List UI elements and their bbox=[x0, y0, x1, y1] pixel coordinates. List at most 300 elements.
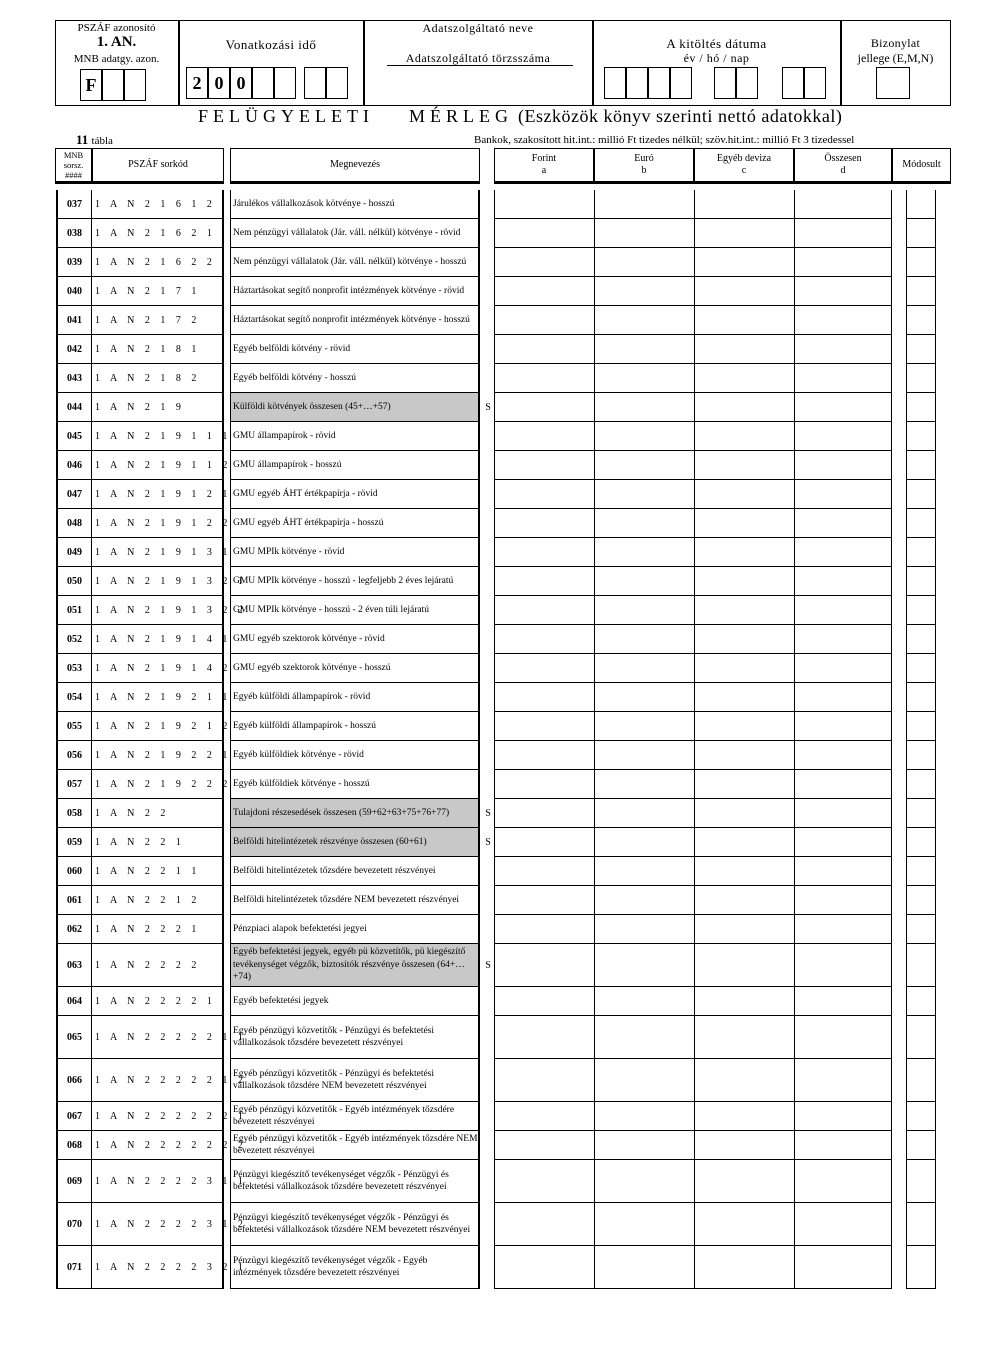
row-name: GMU MPIk kötvénye - rövid bbox=[230, 538, 480, 567]
modified-cell[interactable] bbox=[906, 480, 936, 509]
row-code: 1 A N 2 1 9 1 1 1 bbox=[92, 422, 224, 451]
modified-cell[interactable] bbox=[906, 393, 936, 422]
total-cell[interactable] bbox=[794, 1131, 892, 1160]
row-number: 054 bbox=[56, 683, 92, 712]
other-currency-cell[interactable] bbox=[694, 422, 794, 451]
row-name: Belföldi hitelintézetek tőzsdére NEM bevezetett részvényei bbox=[230, 886, 480, 915]
modified-cell[interactable] bbox=[906, 770, 936, 799]
table-row bbox=[0, 654, 990, 683]
other-currency-cell[interactable] bbox=[694, 277, 794, 306]
other-currency-cell[interactable] bbox=[694, 1160, 794, 1203]
doc-type-box bbox=[841, 20, 951, 106]
date-digit-1[interactable] bbox=[604, 67, 626, 99]
row-name: Pénzügyi kiegészítő tevékenységet végzők - Pénzügyi és befektetési vállalkozások tőzsdére bevezetett részvényei bbox=[230, 1160, 480, 1203]
table-row bbox=[0, 509, 990, 538]
table-row bbox=[0, 1131, 990, 1160]
row-sum-marker bbox=[482, 857, 494, 886]
other-currency-cell[interactable] bbox=[694, 1203, 794, 1246]
mnb-digit-1[interactable]: F bbox=[80, 69, 102, 101]
other-currency-cell[interactable] bbox=[694, 306, 794, 335]
total-cell[interactable] bbox=[794, 190, 892, 219]
period-digit-3[interactable]: 0 bbox=[230, 67, 252, 99]
total-cell[interactable] bbox=[794, 1203, 892, 1246]
modified-cell[interactable] bbox=[906, 1102, 936, 1131]
table-number: 11 bbox=[76, 132, 89, 147]
forint-cell[interactable] bbox=[494, 596, 594, 625]
row-name: GMU MPIk kötvénye - hosszú - 2 éven túli lejáratú bbox=[230, 596, 480, 625]
forint-cell[interactable] bbox=[494, 480, 594, 509]
euro-cell[interactable] bbox=[594, 886, 694, 915]
euro-cell[interactable] bbox=[594, 799, 694, 828]
forint-cell[interactable] bbox=[494, 857, 594, 886]
modified-cell[interactable] bbox=[906, 944, 936, 987]
row-number: 059 bbox=[56, 828, 92, 857]
total-cell[interactable] bbox=[794, 770, 892, 799]
other-currency-cell[interactable] bbox=[694, 654, 794, 683]
forint-cell[interactable] bbox=[494, 1016, 594, 1059]
euro-cell[interactable] bbox=[594, 190, 694, 219]
period-label: Vonatkozási idő bbox=[225, 37, 317, 52]
mnb-digit-3[interactable] bbox=[124, 69, 146, 101]
modified-cell[interactable] bbox=[906, 1203, 936, 1246]
table-row bbox=[0, 190, 990, 219]
forint-cell[interactable] bbox=[494, 915, 594, 944]
euro-cell[interactable] bbox=[594, 277, 694, 306]
total-cell[interactable] bbox=[794, 480, 892, 509]
euro-cell[interactable] bbox=[594, 625, 694, 654]
table-label bbox=[76, 132, 113, 148]
modified-cell[interactable] bbox=[906, 799, 936, 828]
col-forint-label: Forint bbox=[531, 153, 557, 164]
other-currency-cell[interactable] bbox=[694, 915, 794, 944]
total-cell[interactable] bbox=[794, 944, 892, 987]
row-name: Háztartásokat segítő nonprofit intézmények kötvénye - hosszú bbox=[230, 306, 480, 335]
row-sum-marker bbox=[482, 987, 494, 1016]
period-box bbox=[179, 20, 364, 106]
row-code: 1 A N 2 2 2 2 bbox=[92, 944, 224, 987]
total-cell[interactable] bbox=[794, 1059, 892, 1102]
euro-cell[interactable] bbox=[594, 683, 694, 712]
row-name: Egyéb befektetési jegyek, egyéb pü közvetítők, pü kiegészítő tevékenységet végzők, biztosítók részvénye összesen (64+…+74) bbox=[230, 944, 480, 987]
other-currency-cell[interactable] bbox=[694, 509, 794, 538]
total-cell[interactable] bbox=[794, 596, 892, 625]
euro-cell[interactable] bbox=[594, 596, 694, 625]
total-cell[interactable] bbox=[794, 219, 892, 248]
euro-cell[interactable] bbox=[594, 219, 694, 248]
other-currency-cell[interactable] bbox=[694, 1016, 794, 1059]
forint-cell[interactable] bbox=[494, 451, 594, 480]
euro-cell[interactable] bbox=[594, 857, 694, 886]
col-header-modified: Módosult bbox=[892, 148, 951, 184]
forint-cell[interactable] bbox=[494, 248, 594, 277]
table-row bbox=[0, 306, 990, 335]
euro-cell[interactable] bbox=[594, 567, 694, 596]
row-name: Háztartásokat segítő nonprofit intézmények kötvénye - rövid bbox=[230, 277, 480, 306]
other-currency-cell[interactable] bbox=[694, 857, 794, 886]
euro-cell[interactable] bbox=[594, 1246, 694, 1289]
modified-cell[interactable] bbox=[906, 625, 936, 654]
euro-cell[interactable] bbox=[594, 1016, 694, 1059]
forint-cell[interactable] bbox=[494, 683, 594, 712]
title-part-2: MÉRLEG bbox=[408, 106, 513, 126]
other-currency-cell[interactable] bbox=[694, 538, 794, 567]
row-number: 057 bbox=[56, 770, 92, 799]
euro-cell[interactable] bbox=[594, 335, 694, 364]
modified-cell[interactable] bbox=[906, 306, 936, 335]
forint-cell[interactable] bbox=[494, 741, 594, 770]
euro-cell[interactable] bbox=[594, 915, 694, 944]
title-part-3: (Eszközök könyv szerinti nettó adatokkal) bbox=[517, 106, 843, 126]
row-code: 1 A N 2 1 9 2 2 2 bbox=[92, 770, 224, 799]
total-cell[interactable] bbox=[794, 1016, 892, 1059]
forint-cell[interactable] bbox=[494, 509, 594, 538]
euro-cell[interactable] bbox=[594, 1203, 694, 1246]
col-header-total bbox=[794, 148, 892, 184]
total-cell[interactable] bbox=[794, 654, 892, 683]
other-currency-cell[interactable] bbox=[694, 451, 794, 480]
col-header-sorsz: MNB sorsz. #### bbox=[55, 148, 92, 184]
other-currency-cell[interactable] bbox=[694, 712, 794, 741]
euro-cell[interactable] bbox=[594, 828, 694, 857]
row-name: Pénzpiaci alapok befektetési jegyei bbox=[230, 915, 480, 944]
other-currency-cell[interactable] bbox=[694, 770, 794, 799]
other-currency-cell[interactable] bbox=[694, 1131, 794, 1160]
modified-cell[interactable] bbox=[906, 219, 936, 248]
row-number: 045 bbox=[56, 422, 92, 451]
row-number: 060 bbox=[56, 857, 92, 886]
row-code: 1 A N 2 1 9 2 1 1 bbox=[92, 683, 224, 712]
other-currency-cell[interactable] bbox=[694, 596, 794, 625]
row-name: Belföldi hitelintézetek részvénye összesen (60+61) bbox=[230, 828, 480, 857]
euro-cell[interactable] bbox=[594, 509, 694, 538]
euro-cell[interactable] bbox=[594, 654, 694, 683]
modified-cell[interactable] bbox=[906, 248, 936, 277]
modified-cell[interactable] bbox=[906, 741, 936, 770]
row-number: 039 bbox=[56, 248, 92, 277]
total-cell[interactable] bbox=[794, 567, 892, 596]
row-sum-marker bbox=[482, 770, 494, 799]
row-code: 1 A N 2 1 9 1 3 2 1 bbox=[92, 567, 224, 596]
euro-cell[interactable] bbox=[594, 712, 694, 741]
other-currency-cell[interactable] bbox=[694, 799, 794, 828]
euro-cell[interactable] bbox=[594, 393, 694, 422]
mnb-digit-2[interactable] bbox=[102, 69, 124, 101]
row-code: 1 A N 2 1 6 2 2 bbox=[92, 248, 224, 277]
forint-cell[interactable] bbox=[494, 1160, 594, 1203]
row-name: Nem pénzügyi vállalatok (Jár. váll. nélkül) kötvénye - hosszú bbox=[230, 248, 480, 277]
forint-cell[interactable] bbox=[494, 770, 594, 799]
forint-cell[interactable] bbox=[494, 1102, 594, 1131]
euro-cell[interactable] bbox=[594, 451, 694, 480]
period-digit-5[interactable] bbox=[274, 67, 296, 99]
date-digit-6[interactable] bbox=[736, 67, 758, 99]
euro-cell[interactable] bbox=[594, 770, 694, 799]
row-sum-marker bbox=[482, 596, 494, 625]
total-cell[interactable] bbox=[794, 987, 892, 1016]
euro-cell[interactable] bbox=[594, 480, 694, 509]
row-number: 047 bbox=[56, 480, 92, 509]
date-digit-5[interactable] bbox=[714, 67, 736, 99]
table-row bbox=[0, 944, 990, 987]
row-code: 1 A N 2 2 2 2 3 1 2 bbox=[92, 1203, 224, 1246]
forint-cell[interactable] bbox=[494, 1131, 594, 1160]
other-currency-cell[interactable] bbox=[694, 219, 794, 248]
row-number: 069 bbox=[56, 1160, 92, 1203]
forint-cell[interactable] bbox=[494, 654, 594, 683]
modified-cell[interactable] bbox=[906, 190, 936, 219]
forint-cell[interactable] bbox=[494, 1246, 594, 1289]
euro-cell[interactable] bbox=[594, 422, 694, 451]
total-cell[interactable] bbox=[794, 886, 892, 915]
euro-cell[interactable] bbox=[594, 364, 694, 393]
table-row bbox=[0, 393, 990, 422]
modified-cell[interactable] bbox=[906, 828, 936, 857]
forint-cell[interactable] bbox=[494, 886, 594, 915]
forint-cell[interactable] bbox=[494, 219, 594, 248]
total-cell[interactable] bbox=[794, 277, 892, 306]
forint-cell[interactable] bbox=[494, 1203, 594, 1246]
date-digit-7[interactable] bbox=[782, 67, 804, 99]
euro-cell[interactable] bbox=[594, 741, 694, 770]
row-code: 1 A N 2 1 9 1 2 2 bbox=[92, 509, 224, 538]
row-name: Egyéb külföldiek kötvénye - rövid bbox=[230, 741, 480, 770]
modified-cell[interactable] bbox=[906, 1160, 936, 1203]
other-currency-cell[interactable] bbox=[694, 987, 794, 1016]
table-row bbox=[0, 915, 990, 944]
modified-cell[interactable] bbox=[906, 422, 936, 451]
total-cell[interactable] bbox=[794, 625, 892, 654]
provider-id-underline bbox=[387, 65, 573, 66]
other-currency-cell[interactable] bbox=[694, 828, 794, 857]
total-cell[interactable] bbox=[794, 509, 892, 538]
table-row bbox=[0, 422, 990, 451]
total-cell[interactable] bbox=[794, 364, 892, 393]
row-number: 041 bbox=[56, 306, 92, 335]
row-code: 1 A N 2 2 bbox=[92, 799, 224, 828]
modified-cell[interactable] bbox=[906, 364, 936, 393]
period-digit-4[interactable] bbox=[252, 67, 274, 99]
table-row bbox=[0, 219, 990, 248]
total-cell[interactable] bbox=[794, 712, 892, 741]
table-row bbox=[0, 886, 990, 915]
row-code: 1 A N 2 1 9 1 1 2 bbox=[92, 451, 224, 480]
row-number: 063 bbox=[56, 944, 92, 987]
doc-type-sub-label: jellege (E,M,N) bbox=[857, 51, 934, 65]
total-cell[interactable] bbox=[794, 799, 892, 828]
row-code: 1 A N 2 2 2 2 2 1 1 bbox=[92, 1016, 224, 1059]
forint-cell[interactable] bbox=[494, 393, 594, 422]
euro-cell[interactable] bbox=[594, 1131, 694, 1160]
modified-cell[interactable] bbox=[906, 509, 936, 538]
modified-cell[interactable] bbox=[906, 915, 936, 944]
date-digit-3[interactable] bbox=[648, 67, 670, 99]
table-row bbox=[0, 857, 990, 886]
row-number: 049 bbox=[56, 538, 92, 567]
table-row bbox=[0, 1016, 990, 1059]
date-digit-4[interactable] bbox=[670, 67, 692, 99]
col-euro-label: Euró bbox=[634, 153, 654, 164]
total-cell[interactable] bbox=[794, 422, 892, 451]
other-currency-cell[interactable] bbox=[694, 1246, 794, 1289]
total-cell[interactable] bbox=[794, 683, 892, 712]
euro-cell[interactable] bbox=[594, 987, 694, 1016]
modified-cell[interactable] bbox=[906, 277, 936, 306]
modified-cell[interactable] bbox=[906, 654, 936, 683]
other-currency-cell[interactable] bbox=[694, 393, 794, 422]
forint-cell[interactable] bbox=[494, 799, 594, 828]
euro-cell[interactable] bbox=[594, 538, 694, 567]
forint-cell[interactable] bbox=[494, 987, 594, 1016]
row-sum-marker bbox=[482, 712, 494, 741]
modified-cell[interactable] bbox=[906, 1059, 936, 1102]
date-digit-2[interactable] bbox=[626, 67, 648, 99]
row-sum-marker: S bbox=[485, 837, 491, 848]
forint-cell[interactable] bbox=[494, 422, 594, 451]
row-number: 068 bbox=[56, 1131, 92, 1160]
other-currency-cell[interactable] bbox=[694, 683, 794, 712]
period-digit-1[interactable]: 2 bbox=[186, 67, 208, 99]
row-sum-marker bbox=[482, 306, 494, 335]
row-code: 1 A N 2 1 9 1 3 2 2 bbox=[92, 596, 224, 625]
modified-cell[interactable] bbox=[906, 1131, 936, 1160]
forint-cell[interactable] bbox=[494, 306, 594, 335]
modified-cell[interactable] bbox=[906, 451, 936, 480]
row-number: 042 bbox=[56, 335, 92, 364]
other-currency-cell[interactable] bbox=[694, 248, 794, 277]
modified-cell[interactable] bbox=[906, 567, 936, 596]
euro-cell[interactable] bbox=[594, 248, 694, 277]
row-code: 1 A N 2 1 9 2 1 2 bbox=[92, 712, 224, 741]
row-code: 1 A N 2 1 8 2 bbox=[92, 364, 224, 393]
row-code: 1 A N 2 2 2 2 2 2 2 bbox=[92, 1131, 224, 1160]
other-currency-cell[interactable] bbox=[694, 1059, 794, 1102]
row-name: Belföldi hitelintézetek tőzsdére bevezetett részvényei bbox=[230, 857, 480, 886]
forint-cell[interactable] bbox=[494, 335, 594, 364]
row-name: Egyéb külföldi állampapírok - rövid bbox=[230, 683, 480, 712]
row-number: 043 bbox=[56, 364, 92, 393]
forint-cell[interactable] bbox=[494, 567, 594, 596]
row-number: 056 bbox=[56, 741, 92, 770]
total-cell[interactable] bbox=[794, 538, 892, 567]
other-currency-cell[interactable] bbox=[694, 944, 794, 987]
row-code: 1 A N 2 1 6 1 2 bbox=[92, 190, 224, 219]
total-cell[interactable] bbox=[794, 1160, 892, 1203]
forint-cell[interactable] bbox=[494, 190, 594, 219]
row-number: 048 bbox=[56, 509, 92, 538]
table-label-text: tábla bbox=[91, 135, 113, 147]
euro-cell[interactable] bbox=[594, 1059, 694, 1102]
row-sum-marker bbox=[482, 451, 494, 480]
total-cell[interactable] bbox=[794, 741, 892, 770]
modified-cell[interactable] bbox=[906, 1246, 936, 1289]
row-number: 050 bbox=[56, 567, 92, 596]
total-cell[interactable] bbox=[794, 828, 892, 857]
total-cell[interactable] bbox=[794, 451, 892, 480]
other-currency-cell[interactable] bbox=[694, 886, 794, 915]
other-currency-cell[interactable] bbox=[694, 741, 794, 770]
row-number: 071 bbox=[56, 1246, 92, 1289]
forint-cell[interactable] bbox=[494, 1059, 594, 1102]
other-currency-cell[interactable] bbox=[694, 335, 794, 364]
other-currency-cell[interactable] bbox=[694, 364, 794, 393]
modified-cell[interactable] bbox=[906, 335, 936, 364]
row-sum-marker bbox=[482, 886, 494, 915]
period-digit-2[interactable]: 0 bbox=[208, 67, 230, 99]
row-code: 1 A N 2 2 2 2 2 1 2 bbox=[92, 1059, 224, 1102]
modified-cell[interactable] bbox=[906, 683, 936, 712]
row-number: 046 bbox=[56, 451, 92, 480]
forint-cell[interactable] bbox=[494, 538, 594, 567]
total-cell[interactable] bbox=[794, 248, 892, 277]
modified-cell[interactable] bbox=[906, 1016, 936, 1059]
other-currency-cell[interactable] bbox=[694, 1102, 794, 1131]
table-row bbox=[0, 683, 990, 712]
row-sum-marker bbox=[482, 364, 494, 393]
total-cell[interactable] bbox=[794, 1246, 892, 1289]
row-number: 067 bbox=[56, 1102, 92, 1131]
table-row bbox=[0, 1160, 990, 1203]
other-currency-cell[interactable] bbox=[694, 190, 794, 219]
modified-cell[interactable] bbox=[906, 886, 936, 915]
modified-cell[interactable] bbox=[906, 596, 936, 625]
forint-cell[interactable] bbox=[494, 944, 594, 987]
row-sum-marker bbox=[482, 625, 494, 654]
date-digit-8[interactable] bbox=[804, 67, 826, 99]
euro-cell[interactable] bbox=[594, 944, 694, 987]
row-number: 066 bbox=[56, 1059, 92, 1102]
modified-cell[interactable] bbox=[906, 712, 936, 741]
row-number: 053 bbox=[56, 654, 92, 683]
euro-cell[interactable] bbox=[594, 1160, 694, 1203]
total-cell[interactable] bbox=[794, 915, 892, 944]
row-sum-marker bbox=[482, 1016, 494, 1059]
euro-cell[interactable] bbox=[594, 1102, 694, 1131]
total-cell[interactable] bbox=[794, 1102, 892, 1131]
row-code: 1 A N 2 2 1 bbox=[92, 828, 224, 857]
table-row bbox=[0, 770, 990, 799]
forint-cell[interactable] bbox=[494, 712, 594, 741]
other-currency-cell[interactable] bbox=[694, 625, 794, 654]
other-currency-cell[interactable] bbox=[694, 567, 794, 596]
total-cell[interactable] bbox=[794, 393, 892, 422]
table-row bbox=[0, 538, 990, 567]
forint-cell[interactable] bbox=[494, 828, 594, 857]
row-sum-marker bbox=[482, 248, 494, 277]
forint-cell[interactable] bbox=[494, 364, 594, 393]
total-cell[interactable] bbox=[794, 857, 892, 886]
row-number: 055 bbox=[56, 712, 92, 741]
row-number: 038 bbox=[56, 219, 92, 248]
total-cell[interactable] bbox=[794, 306, 892, 335]
row-code: 1 A N 2 2 2 1 bbox=[92, 915, 224, 944]
forint-cell[interactable] bbox=[494, 277, 594, 306]
euro-cell[interactable] bbox=[594, 306, 694, 335]
total-cell[interactable] bbox=[794, 335, 892, 364]
row-sum-marker bbox=[482, 683, 494, 712]
modified-cell[interactable] bbox=[906, 987, 936, 1016]
forint-cell[interactable] bbox=[494, 625, 594, 654]
other-currency-cell[interactable] bbox=[694, 480, 794, 509]
modified-cell[interactable] bbox=[906, 857, 936, 886]
row-number: 052 bbox=[56, 625, 92, 654]
period-digit-7[interactable] bbox=[326, 67, 348, 99]
modified-cell[interactable] bbox=[906, 538, 936, 567]
row-code: 1 A N 2 1 6 2 1 bbox=[92, 219, 224, 248]
row-code: 1 A N 2 1 9 1 3 1 bbox=[92, 538, 224, 567]
period-digit-6[interactable] bbox=[304, 67, 326, 99]
row-name: Egyéb belföldi kötvény - rövid bbox=[230, 335, 480, 364]
doc-type-input[interactable] bbox=[876, 67, 910, 99]
